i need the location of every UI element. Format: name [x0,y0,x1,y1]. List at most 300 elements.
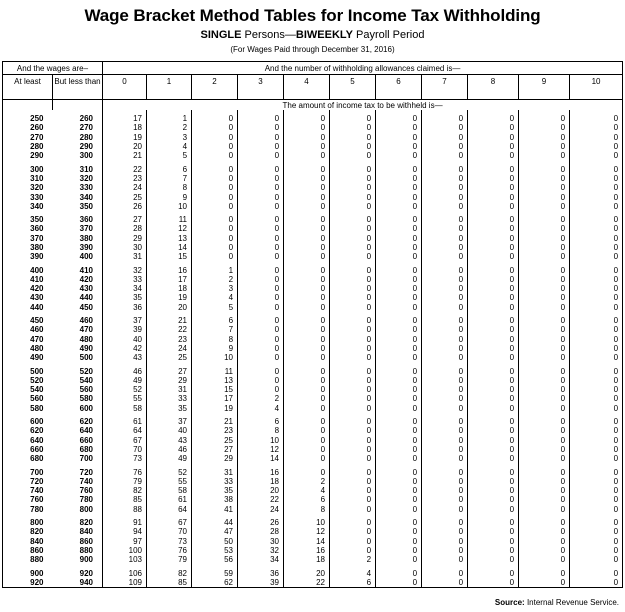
tax-amount-cell: 0 [519,445,570,454]
tax-amount-cell: 0 [330,385,376,394]
tax-amount-cell: 0 [238,376,284,385]
tax-amount-cell: 0 [330,505,376,514]
tax-amount-cell: 0 [376,275,422,284]
tax-amount-cell: 0 [284,151,330,160]
tax-amount-cell: 10 [238,436,284,445]
tax-amount-cell: 41 [192,505,238,514]
at-least-cell: 270 [3,133,53,142]
tax-amount-cell: 0 [422,495,468,504]
tax-amount-cell: 8 [238,426,284,435]
subtitle-dash: — [284,29,296,41]
at-least-cell: 680 [3,454,53,463]
tax-amount-cell: 58 [147,486,192,495]
table-row [3,243,623,252]
at-least-cell: 250 [3,110,53,123]
tax-amount-cell: 0 [422,224,468,233]
allowance-header: 5 [330,75,376,100]
tax-amount-cell: 0 [468,495,519,504]
tax-amount-cell: 32 [238,546,284,555]
tax-amount-cell: 0 [376,527,422,536]
tax-amount-cell: 85 [147,578,192,588]
tax-amount-cell: 18 [238,477,284,486]
tax-amount-cell: 67 [147,514,192,527]
tax-amount-cell: 0 [376,133,422,142]
but-less-than-cell: 300 [53,151,103,160]
tax-amount-cell: 0 [422,335,468,344]
table-row [3,445,623,454]
but-less-than-cell: 470 [53,325,103,334]
tax-amount-cell: 0 [570,293,623,302]
tax-amount-cell: 9 [147,192,192,201]
tax-amount-cell: 0 [570,142,623,151]
tax-amount-cell: 0 [422,344,468,353]
tax-amount-cell: 0 [284,284,330,293]
tax-amount-cell: 0 [570,174,623,183]
tax-amount-cell: 0 [468,385,519,394]
tax-amount-cell: 109 [103,578,147,588]
but-less-than-cell: 380 [53,234,103,243]
tax-amount-cell: 0 [468,284,519,293]
at-least-cell: 380 [3,243,53,252]
but-less-than-cell: 350 [53,202,103,211]
tax-amount-cell: 0 [519,546,570,555]
at-least-cell: 920 [3,578,53,588]
but-less-than-cell: 370 [53,224,103,233]
tax-amount-cell: 50 [192,536,238,545]
tax-amount-cell: 0 [570,325,623,334]
tax-amount-cell: 55 [147,477,192,486]
tax-amount-cell: 0 [468,211,519,224]
but-less-than-cell: 740 [53,477,103,486]
tax-amount-cell: 82 [103,486,147,495]
at-least-cell: 440 [3,303,53,312]
tax-amount-cell: 4 [284,486,330,495]
tax-amount-cell: 0 [238,303,284,312]
tax-amount-cell: 0 [330,353,376,362]
at-least-cell: 420 [3,284,53,293]
wages-group-header: And the wages are– [3,62,103,75]
tax-amount-cell: 10 [284,514,330,527]
tax-amount-cell: 0 [570,477,623,486]
tax-amount-cell: 0 [376,394,422,403]
tax-amount-cell: 0 [519,555,570,564]
tax-amount-cell: 35 [192,486,238,495]
tax-amount-cell: 0 [238,192,284,201]
tax-amount-cell: 0 [468,133,519,142]
tax-amount-cell: 23 [192,426,238,435]
tax-amount-cell: 20 [238,486,284,495]
but-less-than-cell: 580 [53,394,103,403]
tax-amount-cell: 0 [519,426,570,435]
table-row [3,224,623,233]
tax-amount-cell: 0 [570,505,623,514]
tax-amount-cell: 42 [103,344,147,353]
table-row [3,110,623,123]
tax-amount-cell: 0 [570,394,623,403]
tax-amount-cell: 0 [519,252,570,261]
tax-amount-cell: 64 [103,426,147,435]
allowance-header: 3 [238,75,284,100]
tax-amount-cell: 25 [192,436,238,445]
tax-amount-cell: 0 [570,463,623,476]
tax-amount-cell: 0 [330,495,376,504]
tax-amount-cell: 0 [570,578,623,588]
tax-amount-cell: 91 [103,514,147,527]
persons-word: Persons [244,29,285,41]
tax-amount-cell: 0 [570,527,623,536]
tax-amount-cell: 0 [519,151,570,160]
tax-amount-cell: 0 [570,243,623,252]
tax-amount-cell: 21 [147,312,192,325]
tax-amount-cell: 0 [422,486,468,495]
but-less-than-cell: 460 [53,312,103,325]
tax-amount-cell: 0 [422,527,468,536]
tax-amount-cell: 0 [570,445,623,454]
tax-amount-cell: 0 [570,192,623,201]
tax-amount-cell: 19 [147,293,192,302]
tax-amount-cell: 0 [519,463,570,476]
but-less-than-cell: 440 [53,293,103,302]
tax-amount-cell: 0 [570,385,623,394]
tax-amount-cell: 0 [376,486,422,495]
tax-amount-cell: 17 [103,110,147,123]
tax-amount-cell: 1 [147,110,192,123]
tax-amount-cell: 0 [330,293,376,302]
tax-amount-cell: 0 [284,123,330,132]
tax-amount-cell: 0 [468,404,519,413]
at-least-cell: 340 [3,202,53,211]
tax-amount-cell: 0 [422,303,468,312]
tax-amount-cell: 12 [238,445,284,454]
tax-amount-cell: 35 [147,404,192,413]
but-less-than-cell: 600 [53,404,103,413]
tax-amount-cell: 26 [103,202,147,211]
source-label: Source: [494,598,525,607]
tax-amount-cell: 0 [570,353,623,362]
tax-amount-cell: 0 [468,353,519,362]
tax-amount-cell: 0 [192,243,238,252]
tax-amount-cell: 61 [147,495,192,504]
tax-amount-cell: 0 [519,413,570,426]
tax-amount-cell: 0 [330,426,376,435]
tax-amount-cell: 0 [422,505,468,514]
tax-amount-cell: 0 [422,160,468,173]
tax-amount-cell: 0 [468,486,519,495]
but-less-than-cell: 620 [53,413,103,426]
tax-amount-cell: 0 [422,312,468,325]
table-row [3,505,623,514]
tax-amount-cell: 0 [192,133,238,142]
tax-amount-cell: 0 [330,312,376,325]
tax-amount-cell: 0 [330,224,376,233]
tax-amount-cell: 0 [519,211,570,224]
at-least-cell: 410 [3,275,53,284]
tax-amount-cell: 0 [330,362,376,375]
tax-amount-cell: 0 [376,174,422,183]
tax-amount-cell: 0 [376,284,422,293]
tax-amount-cell: 39 [103,325,147,334]
tax-amount-cell: 0 [376,202,422,211]
tax-amount-cell: 0 [376,413,422,426]
tax-amount-cell: 0 [468,192,519,201]
allowance-header: 9 [519,75,570,100]
tax-amount-cell: 0 [192,174,238,183]
table-row [3,436,623,445]
tax-amount-cell: 43 [147,436,192,445]
tax-amount-cell: 0 [422,454,468,463]
tax-amount-cell: 0 [468,123,519,132]
tax-amount-cell: 0 [330,160,376,173]
tax-amount-cell: 0 [330,261,376,274]
tax-amount-cell: 0 [284,243,330,252]
at-least-cell: 260 [3,123,53,132]
tax-amount-cell: 0 [422,243,468,252]
tax-amount-cell: 2 [330,555,376,564]
tax-amount-cell: 0 [468,160,519,173]
tax-amount-cell: 25 [103,192,147,201]
tax-amount-cell: 0 [422,142,468,151]
but-less-than-cell: 290 [53,142,103,151]
tax-amount-cell: 0 [376,536,422,545]
tax-amount-cell: 0 [468,335,519,344]
withholding-table [2,61,623,588]
tax-amount-cell: 0 [468,454,519,463]
tax-amount-cell: 6 [330,578,376,588]
but-less-than-cell: 840 [53,527,103,536]
tax-amount-cell: 0 [284,353,330,362]
but-less-than-cell: 660 [53,436,103,445]
at-least-cell: 430 [3,293,53,302]
tax-amount-cell: 0 [422,564,468,577]
at-least-cell: 700 [3,463,53,476]
tax-amount-cell: 0 [330,454,376,463]
tax-amount-cell: 0 [422,445,468,454]
tax-amount-cell: 0 [330,486,376,495]
tax-amount-cell: 0 [468,275,519,284]
but-less-than-cell: 540 [53,376,103,385]
tax-amount-cell: 0 [468,183,519,192]
tax-amount-cell: 0 [468,243,519,252]
tax-amount-cell: 0 [422,325,468,334]
tax-amount-cell: 0 [468,376,519,385]
tax-amount-cell: 0 [422,133,468,142]
tax-amount-cell: 0 [468,234,519,243]
but-less-than-cell: 800 [53,505,103,514]
but-less-than-cell: 330 [53,183,103,192]
tax-amount-cell: 16 [238,463,284,476]
tax-amount-cell: 0 [330,142,376,151]
but-less-than-cell: 720 [53,463,103,476]
tax-amount-cell: 62 [192,578,238,588]
tax-amount-cell: 0 [422,252,468,261]
tax-amount-cell: 0 [422,376,468,385]
tax-amount-cell: 0 [238,353,284,362]
tax-amount-cell: 5 [192,303,238,312]
at-least-cell: 280 [3,142,53,151]
tax-amount-cell: 0 [570,110,623,123]
tax-amount-cell: 29 [103,234,147,243]
tax-amount-cell: 0 [468,312,519,325]
tax-amount-cell: 0 [284,394,330,403]
tax-amount-cell: 0 [284,224,330,233]
tax-amount-cell: 22 [147,325,192,334]
tax-amount-cell: 0 [570,183,623,192]
tax-amount-cell: 15 [192,385,238,394]
tax-amount-cell: 0 [570,151,623,160]
tax-amount-cell: 0 [519,376,570,385]
tax-amount-cell: 73 [147,536,192,545]
at-least-cell: 900 [3,564,53,577]
tax-amount-cell: 0 [330,284,376,293]
tax-amount-cell: 0 [376,183,422,192]
tax-amount-cell: 0 [519,202,570,211]
tax-amount-cell: 17 [147,275,192,284]
but-less-than-cell: 820 [53,514,103,527]
table-row [3,555,623,564]
tax-amount-cell: 0 [192,151,238,160]
tax-amount-cell: 0 [376,160,422,173]
tax-amount-cell: 0 [376,312,422,325]
tax-amount-cell: 0 [192,142,238,151]
tax-amount-cell: 0 [570,133,623,142]
but-less-than-cell: 880 [53,546,103,555]
tax-amount-cell: 23 [103,174,147,183]
tax-amount-cell: 4 [192,293,238,302]
tax-amount-cell: 0 [422,261,468,274]
tax-amount-cell: 0 [519,192,570,201]
but-less-than-cell: 780 [53,495,103,504]
tax-amount-cell: 0 [330,527,376,536]
filing-status: SINGLE [200,29,242,41]
tax-amount-cell: 0 [376,353,422,362]
tax-amount-cell: 27 [192,445,238,454]
tax-amount-cell: 5 [147,151,192,160]
tax-amount-cell: 58 [103,404,147,413]
tax-amount-cell: 0 [192,123,238,132]
tax-amount-cell: 0 [238,344,284,353]
tax-amount-cell: 0 [284,463,330,476]
tax-amount-cell: 0 [570,495,623,504]
tax-amount-cell: 0 [468,293,519,302]
at-least-cell: 640 [3,436,53,445]
tax-amount-cell: 0 [422,174,468,183]
tax-amount-cell: 23 [147,335,192,344]
tax-amount-cell: 0 [468,445,519,454]
table-row [3,404,623,413]
tax-amount-cell: 2 [192,275,238,284]
tax-amount-cell: 31 [147,385,192,394]
tax-amount-cell: 0 [192,202,238,211]
tax-amount-cell: 0 [570,514,623,527]
tax-amount-cell: 27 [103,211,147,224]
tax-amount-cell: 52 [103,385,147,394]
table-row [3,284,623,293]
tax-amount-cell: 79 [103,477,147,486]
at-least-cell: 580 [3,404,53,413]
allowance-header: 2 [192,75,238,100]
table-row [3,160,623,173]
tax-amount-cell: 0 [330,546,376,555]
tax-amount-cell: 0 [284,183,330,192]
tax-amount-cell: 70 [147,527,192,536]
at-least-cell: 560 [3,394,53,403]
tax-amount-cell: 9 [192,344,238,353]
tax-amount-cell: 20 [147,303,192,312]
at-least-cell: 660 [3,445,53,454]
tax-amount-cell: 0 [519,436,570,445]
table-row [3,385,623,394]
tax-amount-cell: 0 [422,426,468,435]
tax-amount-cell: 3 [147,133,192,142]
but-less-than-cell: 360 [53,211,103,224]
tax-amount-cell: 2 [238,394,284,403]
tax-amount-cell: 0 [570,335,623,344]
tax-amount-cell: 0 [376,385,422,394]
tax-amount-cell: 0 [330,275,376,284]
table-row [3,486,623,495]
tax-amount-cell: 0 [570,426,623,435]
tax-amount-cell: 0 [330,183,376,192]
tax-amount-cell: 0 [330,344,376,353]
amount-caption: The amount of income tax to be withheld is— [103,100,623,111]
tax-amount-cell: 40 [103,335,147,344]
tax-amount-cell: 0 [468,463,519,476]
at-least-cell: 600 [3,413,53,426]
tax-amount-cell: 0 [468,564,519,577]
tax-amount-cell: 0 [468,142,519,151]
at-least-cell: 520 [3,376,53,385]
tax-amount-cell: 0 [422,284,468,293]
tax-amount-cell: 0 [422,463,468,476]
tax-amount-cell: 0 [519,325,570,334]
tax-amount-cell: 0 [330,211,376,224]
but-less-than-cell: 640 [53,426,103,435]
tax-amount-cell: 1 [192,261,238,274]
tax-amount-cell: 0 [330,413,376,426]
tax-amount-cell: 7 [147,174,192,183]
tax-amount-cell: 10 [147,202,192,211]
tax-amount-cell: 0 [376,252,422,261]
tax-amount-cell: 18 [284,555,330,564]
table-row [3,454,623,463]
tax-amount-cell: 0 [468,202,519,211]
tax-amount-cell: 40 [147,426,192,435]
tax-amount-cell: 0 [468,555,519,564]
tax-amount-cell: 73 [103,454,147,463]
at-least-cell: 540 [3,385,53,394]
tax-amount-cell: 0 [330,536,376,545]
tax-amount-cell: 0 [238,110,284,123]
tax-amount-cell: 0 [519,275,570,284]
tax-amount-cell: 85 [103,495,147,504]
table-row [3,376,623,385]
tax-amount-cell: 0 [330,325,376,334]
at-least-cell: 350 [3,211,53,224]
tax-amount-cell: 0 [284,445,330,454]
tax-amount-cell: 0 [284,385,330,394]
tax-amount-cell: 0 [238,284,284,293]
tax-amount-cell: 0 [422,192,468,201]
tax-amount-cell: 0 [422,477,468,486]
tax-amount-cell: 12 [147,224,192,233]
tax-amount-cell: 28 [238,527,284,536]
tax-amount-cell: 0 [330,202,376,211]
tax-amount-cell: 0 [238,234,284,243]
at-least-cell: 780 [3,505,53,514]
tax-amount-cell: 0 [519,495,570,504]
at-least-cell: 800 [3,514,53,527]
tax-amount-cell: 0 [468,252,519,261]
